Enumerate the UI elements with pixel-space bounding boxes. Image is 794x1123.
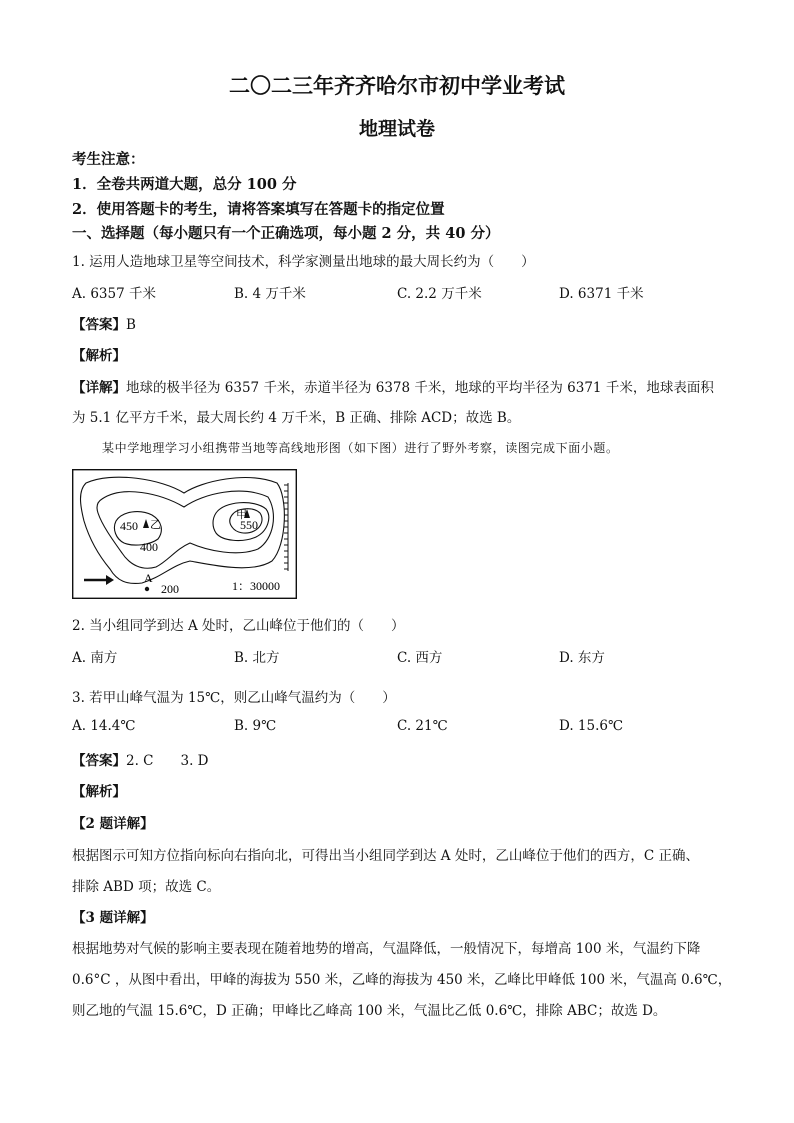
q2-option-d: D. 东方 bbox=[559, 650, 605, 666]
jia-elevation-label: 550 bbox=[240, 518, 258, 532]
q2-option-c: C. 西方 bbox=[397, 650, 443, 666]
q2-detail-line-1: 根据图示可知方位指向标向右指向北，可得出当小组同学到达 A 处时，乙山峰位于他们的西方，C 正确、 bbox=[72, 848, 699, 864]
yi-peak-marker bbox=[143, 519, 149, 528]
q2-detail-line-2: 排除 ABD 项；故选 C。 bbox=[72, 879, 221, 895]
q1-answer-line bbox=[72, 313, 136, 333]
yi-elevation-label: 450 bbox=[120, 519, 138, 533]
q3-option-b: B. 9℃ bbox=[234, 718, 277, 734]
contour-200-label: 200 bbox=[161, 582, 179, 596]
q1-option-d: D. 6371 千米 bbox=[559, 286, 644, 302]
contour-400-label: 400 bbox=[140, 540, 158, 554]
q1-analysis-tag: 【解析】 bbox=[72, 348, 126, 364]
q2-option-a: A. 南方 bbox=[72, 650, 118, 666]
section-heading: 一、选择题（每小题只有一个正确选项，每小题 2 分，共 40 分） bbox=[72, 225, 500, 242]
q3-detail-line-3: 则乙地的气温 15.6℃，D 正确；甲峰比乙峰高 100 米，气温比乙低 0.6℃，排除 ABC；故选 D。 bbox=[72, 1003, 667, 1019]
q3-option-a: A. 14.4℃ bbox=[72, 718, 136, 734]
answer-tag: 【答案】 bbox=[72, 753, 126, 769]
q3-detail-line-2: 0.6°C ，从图中看出，甲峰的海拔为 550 米，乙峰的海拔为 450 米，乙峰比甲峰低 100 米，气温高 0.6℃， bbox=[72, 972, 732, 988]
notice-heading: 考生注意： bbox=[72, 151, 145, 168]
q23-answer: 2. C 3. D bbox=[126, 753, 209, 769]
q23-analysis-tag: 【解析】 bbox=[72, 784, 126, 800]
lead-text: 某中学地理学习小组携带当地等高线地形图（如下图）进行了野外考察，读图完成下面小题。 bbox=[102, 441, 619, 455]
north-arrow-icon bbox=[84, 575, 114, 585]
north-indicator-bar bbox=[284, 483, 288, 571]
point-a-label: A bbox=[144, 571, 153, 585]
q1-stem: 1. 运用人造地球卫星等空间技术，科学家测量出地球的最大周长约为（ ） bbox=[72, 254, 535, 270]
contour-map bbox=[72, 469, 297, 599]
q1-option-a: A. 6357 千米 bbox=[72, 286, 156, 302]
exam-title: 二〇二三年齐齐哈尔市初中学业考试 bbox=[229, 73, 565, 98]
q3-stem: 3. 若甲山峰气温为 15℃，则乙山峰气温约为（ ） bbox=[72, 690, 396, 706]
q3-detail-tag: 【3 题详解】 bbox=[72, 910, 154, 926]
q1-option-b: B. 4 万千米 bbox=[234, 286, 306, 302]
answer-tag: 【答案】 bbox=[72, 317, 126, 333]
q1-detail-line-1 bbox=[72, 376, 714, 396]
point-a-marker bbox=[145, 587, 149, 591]
notice-item-2: 2．使用答题卡的考生，请将答案填写在答题卡的指定位置 bbox=[72, 201, 445, 218]
q3-detail-line-1: 根据地势对气候的影响主要表现在随着地势的增高，气温降低，一般情况下，每增高 100 米，气温约下降 bbox=[72, 941, 701, 957]
q3-option-d: D. 15.6℃ bbox=[559, 718, 624, 734]
notice-item-1: 1．全卷共两道大题，总分 100 分 bbox=[72, 176, 297, 193]
q2-stem: 2. 当小组同学到达 A 处时，乙山峰位于他们的（ ） bbox=[72, 618, 405, 634]
q1-option-c: C. 2.2 万千米 bbox=[397, 286, 482, 302]
jia-name-label: 甲 bbox=[236, 508, 247, 521]
q23-answer-line bbox=[72, 749, 209, 769]
detail-tag: 【详解】 bbox=[72, 380, 126, 396]
q1-answer: B bbox=[126, 317, 136, 333]
q2-option-b: B. 北方 bbox=[234, 650, 280, 666]
map-scale-label: 1：30000 bbox=[232, 579, 281, 593]
yi-name-label: 乙 bbox=[150, 518, 161, 531]
q2-detail-tag: 【2 题详解】 bbox=[72, 816, 154, 832]
q3-option-c: C. 21℃ bbox=[397, 718, 448, 734]
q1-detail-text-1: 地球的极半径为 6357 千米，赤道半径为 6378 千米，地球的平均半径为 6371 千米，地球表面积 bbox=[126, 380, 714, 396]
exam-subtitle: 地理试卷 bbox=[358, 118, 435, 140]
q1-detail-line-2: 为 5.1 亿平方千米，最大周长约 4 万千米，B 正确、排除 ACD；故选 B。 bbox=[72, 410, 521, 426]
